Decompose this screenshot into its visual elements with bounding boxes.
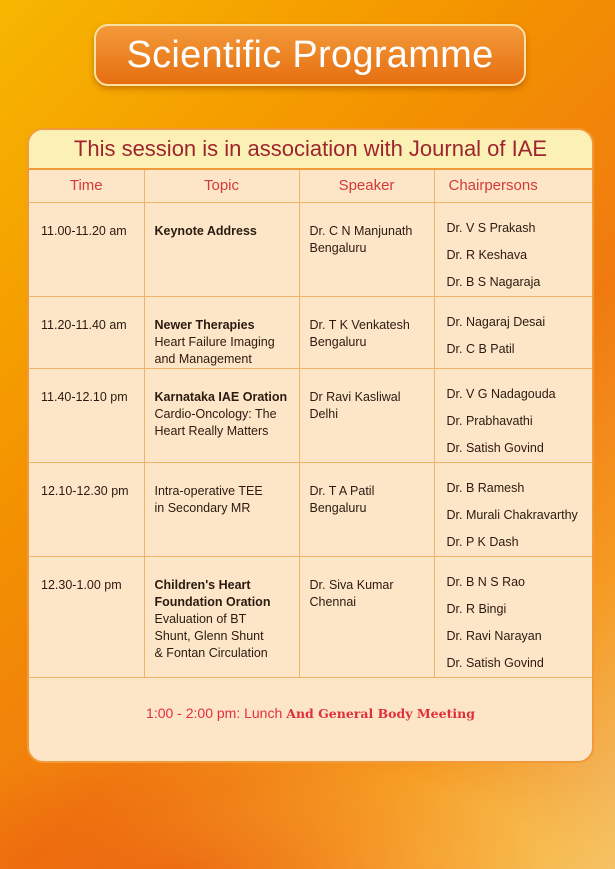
chairperson-name: Dr. V S Prakash <box>446 220 536 235</box>
speaker-city: Bengaluru <box>309 334 367 349</box>
speaker-name: Dr. C N Manjunath <box>309 223 413 238</box>
topic-subtitle: Heart Really Matters <box>154 423 269 438</box>
topic-subtitle: Evaluation of BT <box>154 611 247 626</box>
session-topic <box>144 296 299 368</box>
chairperson-name: Dr. P K Dash <box>446 534 519 549</box>
session-topic <box>144 556 299 677</box>
session-time: 11.20-11.40 am <box>29 296 144 368</box>
session-topic <box>144 202 299 296</box>
session-time: 12.10-12.30 pm <box>29 462 144 556</box>
column-header-topic: Topic <box>144 170 299 202</box>
topic-subtitle: in Secondary MR <box>154 500 251 515</box>
chairperson-name: Dr. R Keshava <box>446 247 528 262</box>
topic-subtitle: Cardio-Oncology: The <box>154 406 277 421</box>
topic-title: Newer Therapies <box>154 317 255 332</box>
lunch-event: And General Body Meeting <box>286 705 475 721</box>
chairperson-name: Dr. Nagaraj Desai <box>446 314 546 329</box>
session-speaker <box>299 202 434 296</box>
topic-title: Foundation Oration <box>154 594 271 609</box>
speaker-name: Dr. Siva Kumar <box>309 577 394 592</box>
chairperson-name: Dr. R Bingi <box>446 601 507 616</box>
lunch-time: 1:00 - 2:00 pm: Lunch <box>146 705 283 721</box>
chairperson-name: Dr. Ravi Narayan <box>446 628 542 643</box>
session-speaker <box>299 556 434 677</box>
lunch-note <box>29 665 592 761</box>
topic-subtitle: Intra-operative TEE <box>154 483 263 498</box>
speaker-name: Dr. T K Venkatesh <box>309 317 410 332</box>
session-chairpersons <box>434 296 592 368</box>
session-speaker <box>299 296 434 368</box>
session-banner-text: This session is in association with Journal of IAE <box>73 136 548 161</box>
column-header-speaker: Speaker <box>299 170 434 202</box>
chairperson-name: Dr. B N S Rao <box>446 574 525 589</box>
table-header-row <box>29 170 592 202</box>
chairperson-name: Dr. Satish Govind <box>446 440 544 455</box>
topic-title: Keynote Address <box>154 223 257 238</box>
column-header-time: Time <box>29 170 144 202</box>
session-chairpersons <box>434 202 592 296</box>
chairperson-name: Dr. B Ramesh <box>446 480 525 495</box>
speaker-city: Bengaluru <box>309 240 367 255</box>
speaker-name: Dr. T A Patil <box>309 483 375 498</box>
chairperson-name: Dr. Murali Chakravarthy <box>446 507 578 522</box>
topic-title: Karnataka IAE Oration <box>154 389 288 404</box>
session-chairpersons <box>434 368 592 462</box>
table-row <box>29 296 592 368</box>
topic-subtitle: Heart Failure Imaging <box>154 334 275 349</box>
session-chairpersons <box>434 556 592 677</box>
session-banner <box>29 130 592 170</box>
session-time: 11.40-12.10 pm <box>29 368 144 462</box>
topic-subtitle: Shunt, Glenn Shunt <box>154 628 264 643</box>
session-speaker <box>299 368 434 462</box>
chairperson-name: Dr. V G Nadagouda <box>446 386 556 401</box>
speaker-name: Dr Ravi Kasliwal <box>309 389 401 404</box>
column-header-chairpersons: Chairpersons <box>434 170 592 202</box>
session-speaker <box>299 462 434 556</box>
session-time: 11.00-11.20 am <box>29 202 144 296</box>
speaker-city: Delhi <box>309 406 338 421</box>
topic-subtitle: and Management <box>154 351 252 366</box>
table-row <box>29 368 592 462</box>
table-row <box>29 556 592 677</box>
programme-card <box>27 128 594 763</box>
table-row <box>29 202 592 296</box>
topic-title: Children's Heart <box>154 577 251 592</box>
topic-subtitle: & Fontan Circulation <box>154 645 268 660</box>
chairperson-name: Dr. B S Nagaraja <box>446 274 541 289</box>
chairperson-name: Dr. Satish Govind <box>446 655 544 670</box>
chairperson-name: Dr. C B Patil <box>446 341 515 356</box>
session-time: 12.30-1.00 pm <box>29 556 144 677</box>
table-row <box>29 462 592 556</box>
session-chairpersons <box>434 462 592 556</box>
title-banner <box>94 24 526 86</box>
speaker-city: Bengaluru <box>309 500 367 515</box>
speaker-city: Chennai <box>309 594 357 609</box>
chairperson-name: Dr. Prabhavathi <box>446 413 533 428</box>
session-topic <box>144 462 299 556</box>
schedule-table <box>29 170 592 678</box>
page-title: Scientific Programme <box>126 33 494 76</box>
session-topic <box>144 368 299 462</box>
